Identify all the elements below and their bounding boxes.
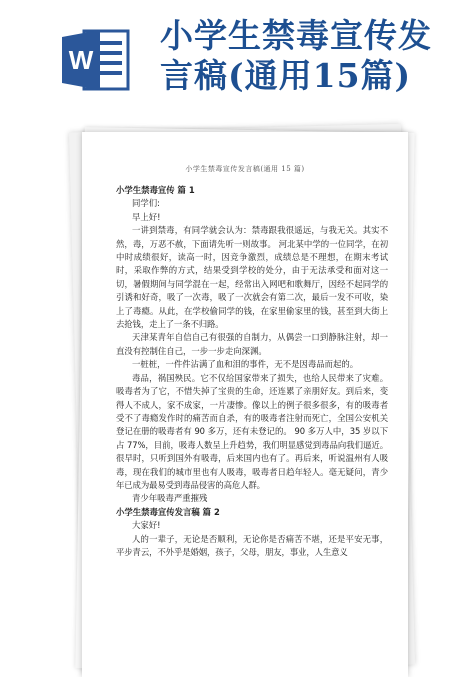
cover-title: [160, 16, 470, 96]
paragraph-life: 人的一辈子，无论是否顺利，无论你是否痛苦不堪，还是平安无事，平步青云，不外乎是婚姻，孩子，父母，朋友，事业，人生意义: [116, 533, 388, 557]
svg-text:W: W: [68, 45, 94, 75]
page-header: 小学生禁毒宣传发言稿(通用 15 篇): [185, 165, 305, 173]
word-doc-icon: [62, 27, 132, 93]
paragraph-harm: 毒品，祸国殃民。它不仅给国家带来了损失，也给人民带来了灾难。吸毒者为了它，不惜失掉了宝贵的生命，还连累了亲朋好友。到后来，变得人不成人，家不成家，一片凄惨。像以上的例子很多很多，有的吸毒者受不了毒瘾发作时的痛苦而自杀，有的吸毒者注射而死亡，全国公安机关登记在册的吸毒者有 90 多万，还有未登记的。 90 多万人中，35 岁以下占 77%，目前，吸毒人数呈上升趋势，我们明显感觉到毒品向我们逼近。很早时，只听到国外有吸毒，后来国内也有了。再后来，听说温州有人吸毒，现在我们的城市里也有人吸毒，吸毒者日趋年轻人。毫无疑问，青少年已成为最易受到毒品侵害的高危人群。: [116, 372, 388, 490]
salutation: 同学们:: [132, 198, 160, 209]
section-title-1: 小学生禁毒宣传 篇 1: [116, 185, 195, 195]
paragraph-summary: 一桩桩，一件件沾满了血和泪的事件，无不是因毒品而起的。: [132, 359, 359, 370]
paragraph-story-1: 一讲到禁毒，有同学就会认为：禁毒跟我很遥远，与我无关。其实不然，毒，万恶不赦，下面请先听一则故事。 河北某中学的一位同学，在初中时成绩很好，读高一时，因竞争激烈，成绩总是不理想，在期末考试时，采取作弊的方式，结果受到学校的处分，由于无法承受和面对这一切，暑假期间与同学混在一起，经常出入网吧和歌舞厅，因经不起同学的引诱和好奇，吸了一次毒，吸了一次就会有第二次，最后一发不可收，染上了毒瘾。从此，在学校偷同学的钱，在家里偷家里的钱，甚至到大街上去抢钱，走上了一条不归路。: [116, 225, 388, 330]
cover-title-line2: 言稿(通用15篇): [160, 56, 412, 95]
document-page: [82, 132, 408, 677]
cover-title-line1: 小学生禁毒宣传发: [160, 16, 432, 55]
document-body: [116, 184, 388, 559]
greeting: 早上好!: [132, 211, 161, 222]
greeting-2: 大家好!: [132, 520, 161, 531]
cover-banner: [0, 0, 474, 132]
section-title-2: 小学生禁毒宣传发言稿 篇 2: [116, 506, 220, 517]
paragraph-subheading: 青少年吸毒严重摧残: [132, 493, 208, 504]
paragraph-story-2: 天津某青年自信自己有很强的自制力，从偶尝一口到静脉注射，却一直没有控制住自己，一步一步走向深渊。: [116, 332, 388, 356]
